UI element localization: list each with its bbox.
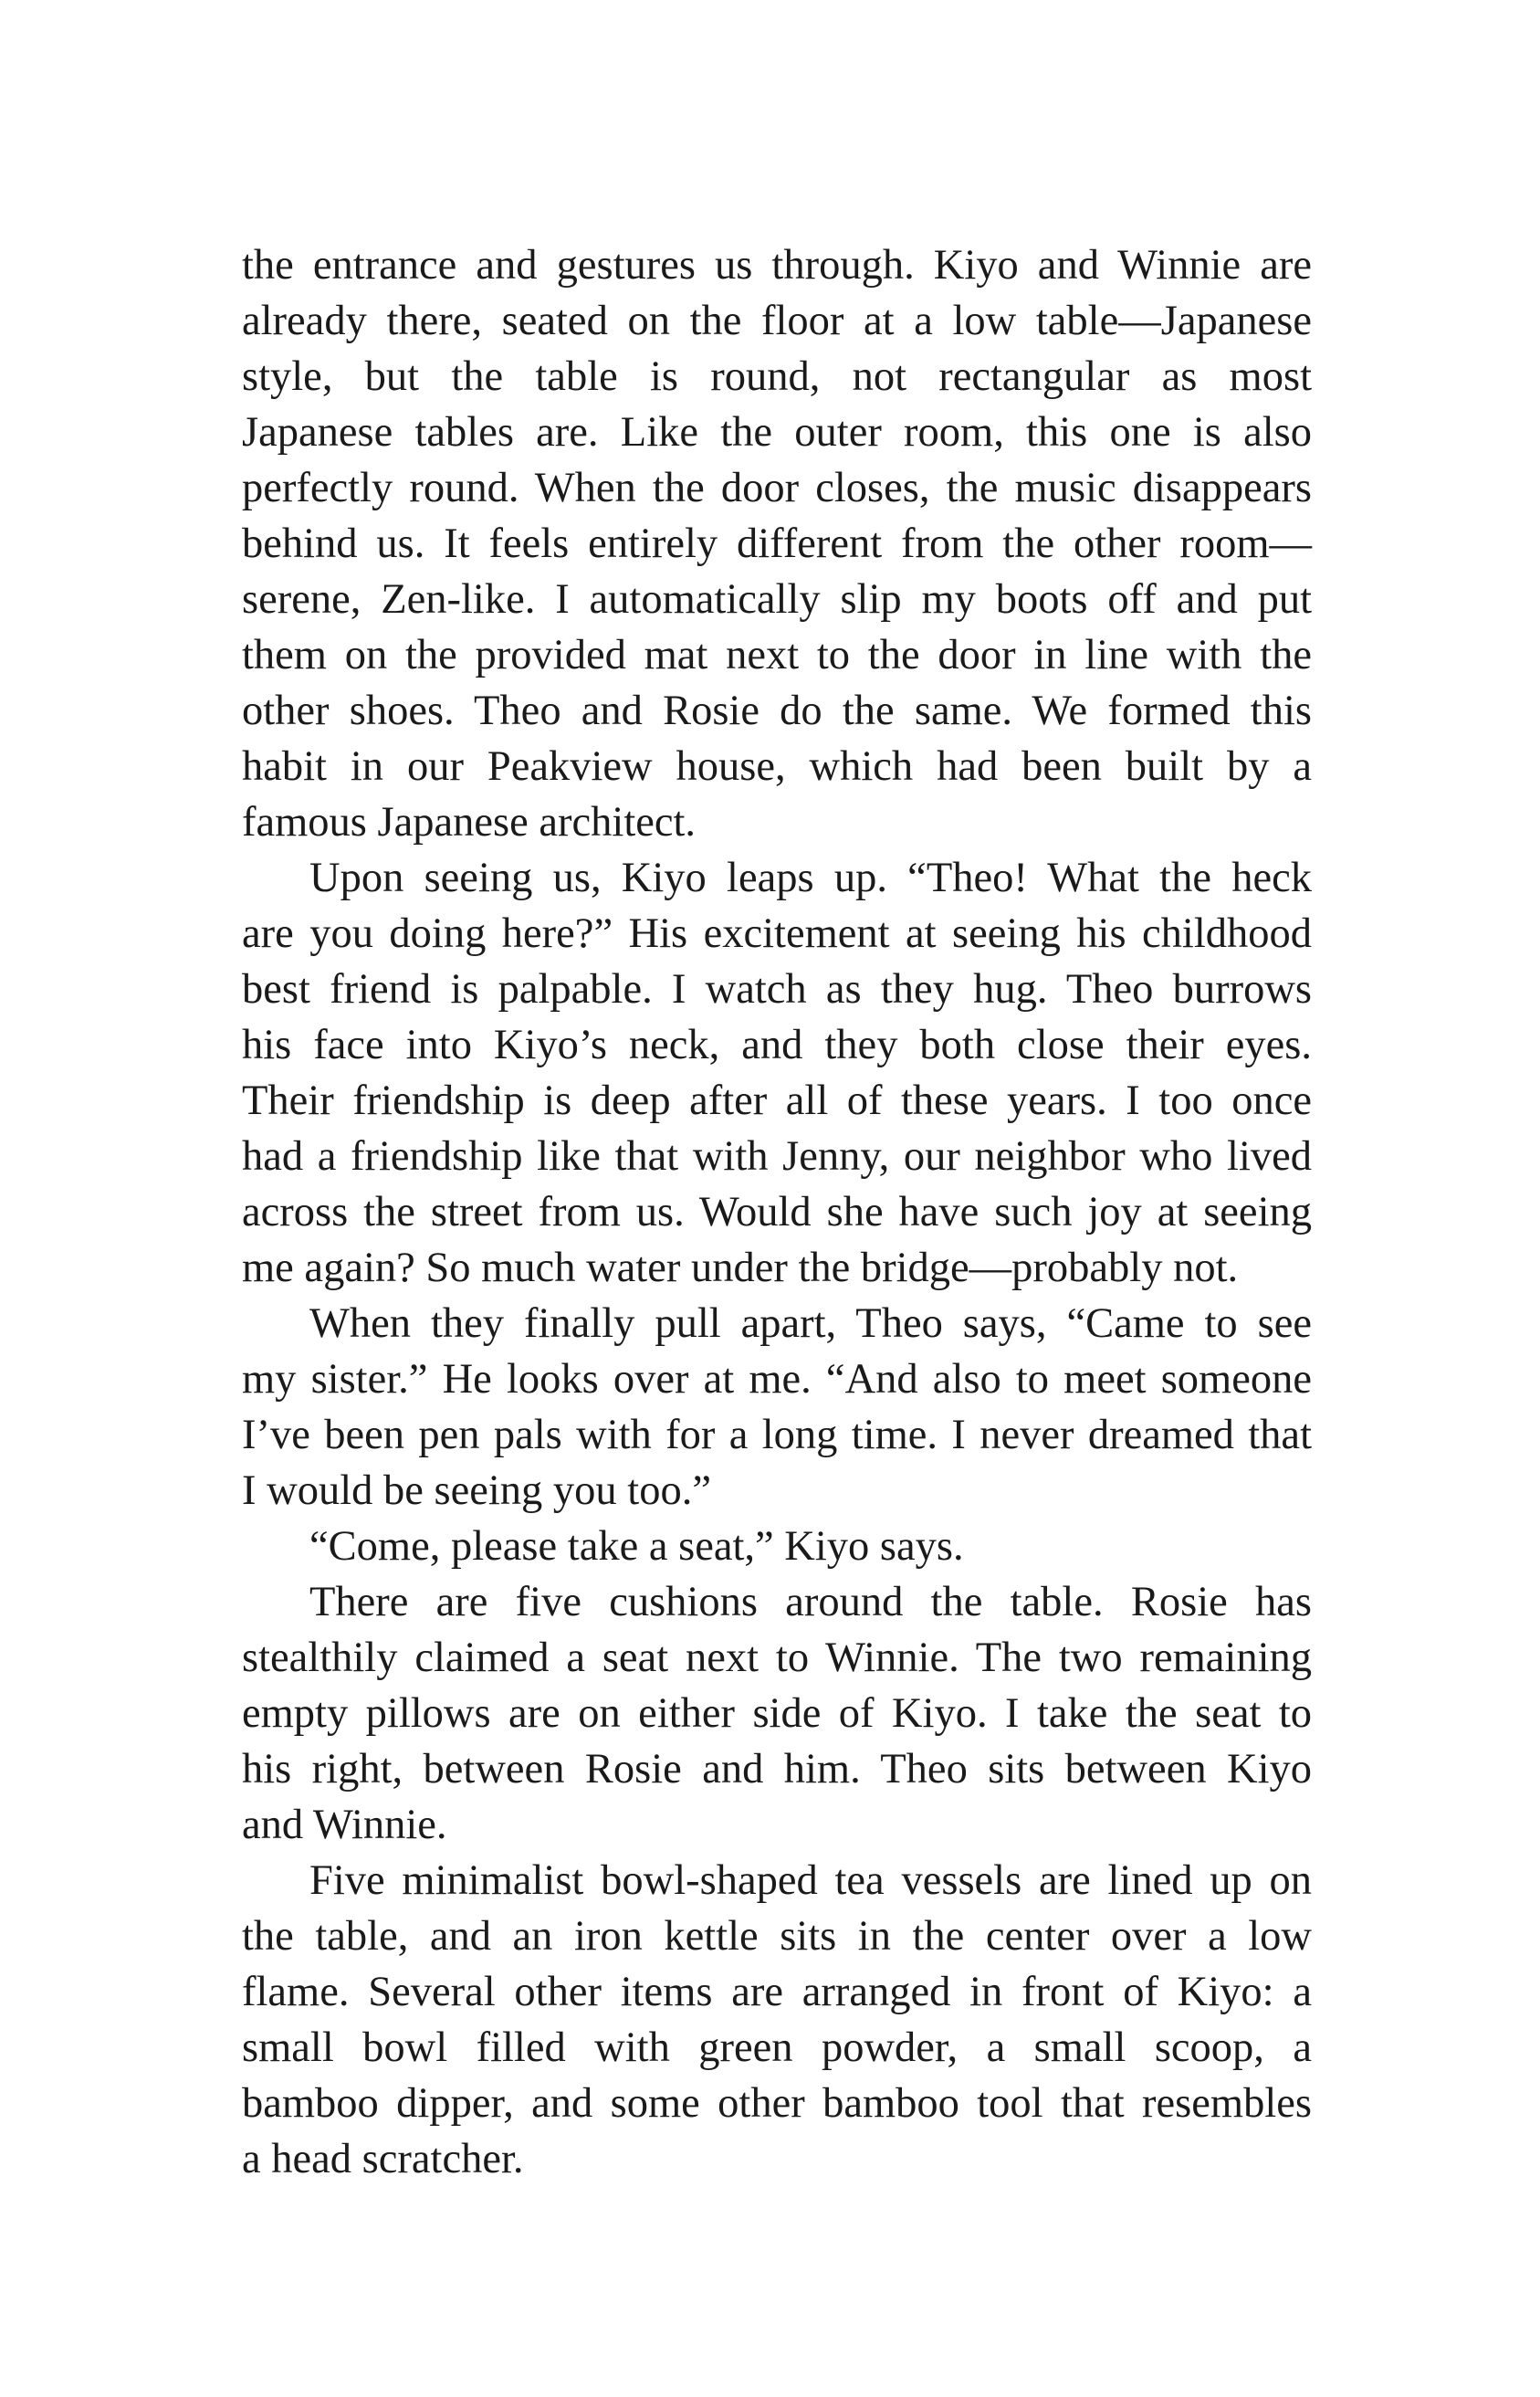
paragraph bbox=[242, 1296, 1312, 1519]
text-line: the entrance and gestures us through. Kiyo and Winnie are bbox=[242, 242, 1312, 289]
text-line: Upon seeing us, Kiyo leaps up. “Theo! What the heck bbox=[309, 855, 1312, 901]
text-line: me again? So much water under the bridge—probably not. bbox=[242, 1245, 1239, 1291]
text-line: already there, seated on the floor at a low table—Japanese bbox=[242, 298, 1312, 344]
text-line: flame. Several other items are arranged in front of Kiyo: a bbox=[242, 1969, 1312, 2015]
text-line: a head scratcher. bbox=[242, 2136, 524, 2182]
text-line: Five minimalist bowl-shaped tea vessels are lined up on bbox=[309, 1857, 1312, 1904]
text-line: There are five cushions around the table. Rosie has bbox=[309, 1579, 1312, 1625]
text-line: bamboo dipper, and some other bamboo tool that resembles bbox=[242, 2080, 1312, 2127]
text-line: Their friendship is deep after all of these years. I too once bbox=[242, 1078, 1312, 1124]
body-text bbox=[242, 237, 1312, 2187]
text-line: the table, and an iron kettle sits in the center over a low bbox=[242, 1913, 1312, 1960]
paragraph bbox=[242, 237, 1312, 850]
paragraph bbox=[242, 1574, 1312, 1853]
text-line: had a friendship like that with Jenny, our neighbor who lived bbox=[242, 1133, 1312, 1180]
text-line: are you doing here?” His excitement at seeing his childhood bbox=[242, 910, 1312, 957]
text-line: small bowl filled with green powder, a small scoop, a bbox=[242, 2024, 1312, 2071]
text-line: stealthily claimed a seat next to Winnie. The two remaining bbox=[242, 1635, 1312, 1681]
paragraph bbox=[242, 850, 1312, 1296]
text-line: across the street from us. Would she have such joy at seeing bbox=[242, 1189, 1312, 1235]
text-line: behind us. It feels entirely different from the other room— bbox=[242, 520, 1312, 567]
text-line: When they finally pull apart, Theo says, “Came to see bbox=[309, 1300, 1312, 1347]
text-line: and Winnie. bbox=[242, 1802, 447, 1848]
paragraph bbox=[242, 1853, 1312, 2187]
text-line: other shoes. Theo and Rosie do the same. We formed this bbox=[242, 688, 1312, 734]
text-line: “Come, please take a seat,” Kiyo says. bbox=[309, 1523, 964, 1570]
text-line: his right, between Rosie and him. Theo sits between Kiyo bbox=[242, 1746, 1312, 1792]
text-line: habit in our Peakview house, which had been built by a bbox=[242, 743, 1312, 790]
text-line: his face into Kiyo’s neck, and they both close their eyes. bbox=[242, 1022, 1312, 1068]
text-line: style, but the table is round, not rectangular as most bbox=[242, 353, 1312, 400]
text-line: them on the provided mat next to the door in line with the bbox=[242, 632, 1312, 678]
text-line: I’ve been pen pals with for a long time. I never dreamed that bbox=[242, 1412, 1312, 1458]
text-line: empty pillows are on either side of Kiyo. I take the seat to bbox=[242, 1690, 1312, 1737]
text-line: Japanese tables are. Like the outer room, this one is also bbox=[242, 409, 1312, 456]
text-line: perfectly round. When the door closes, the music disappears bbox=[242, 465, 1312, 511]
text-line: my sister.” He looks over at me. “And also to meet someone bbox=[242, 1356, 1312, 1403]
text-line: I would be seeing you too.” bbox=[242, 1467, 711, 1514]
text-line: serene, Zen-like. I automatically slip my boots off and put bbox=[242, 576, 1312, 623]
text-line: best friend is palpable. I watch as they hug. Theo burrows bbox=[242, 966, 1312, 1013]
paragraph bbox=[242, 1519, 1312, 1574]
text-line: famous Japanese architect. bbox=[242, 799, 697, 846]
